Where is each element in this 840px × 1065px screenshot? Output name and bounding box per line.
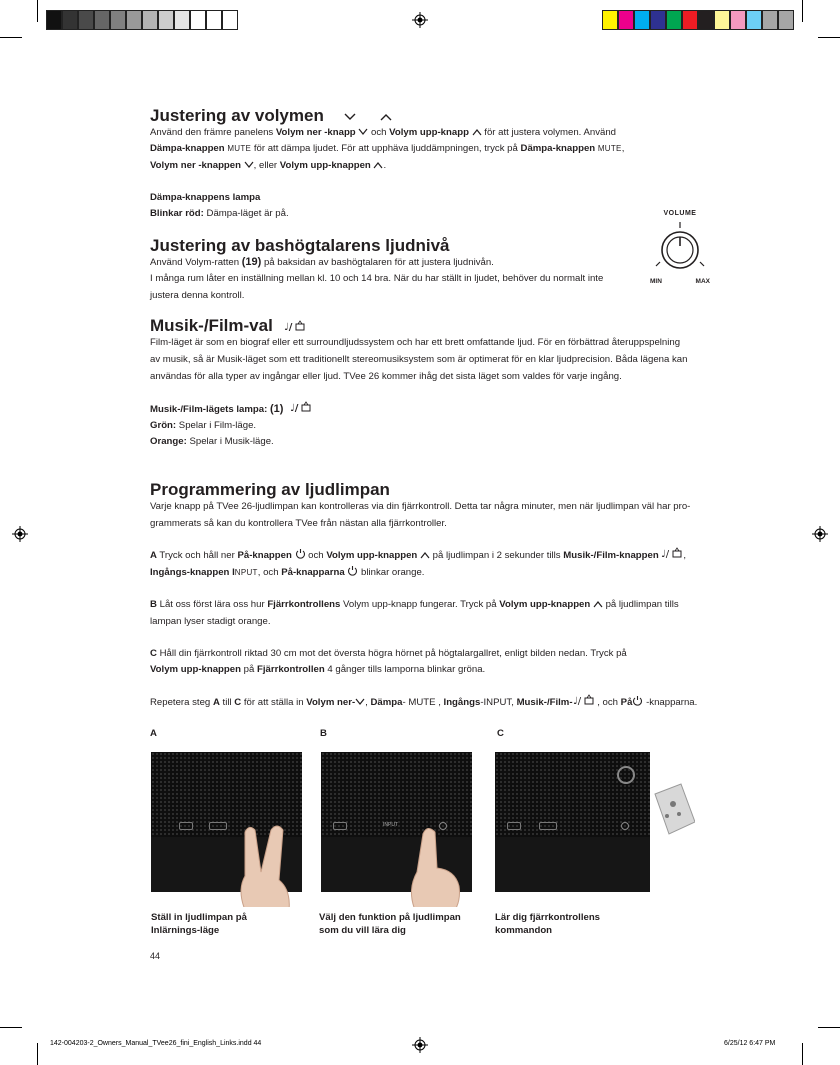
text: - MUTE ,: [402, 697, 444, 708]
volume-knob-icon: [650, 220, 710, 276]
chevron-up-icon: [472, 128, 482, 136]
input-label: INPUT: [383, 822, 398, 828]
text: Musik-/Film-knappen: [563, 550, 662, 561]
paragraph: av musik, så är Musik-läget som ett traditionellt stereomusiksystem som är optimerat för en klar ljudprecision. Båda lägena kan: [150, 354, 688, 365]
chevron-up-icon: [379, 112, 393, 122]
photo-soundbar-two-fingers: [151, 752, 302, 907]
text: Använd Volym-ratten: [150, 257, 242, 268]
text: Håll din fjärrkontroll riktad 30 cm mot det översta högra hörnet på högtalargallret, enligt bilden nedan. Tryck på: [156, 648, 627, 659]
swatch: [682, 10, 698, 30]
text: blinkar orange.: [358, 567, 425, 578]
swatch: [110, 10, 126, 30]
swatch: [206, 10, 222, 30]
paragraph: [150, 157, 386, 175]
text: och: [368, 127, 390, 138]
caption-line: Ställ in ljudlimpan på: [151, 912, 247, 923]
section-title-music-movie: [150, 316, 306, 336]
swatch: [190, 10, 206, 30]
text: Volym upp-knappen: [279, 160, 371, 171]
control-strip: [495, 837, 650, 892]
registration-mark-icon: [412, 12, 428, 28]
swatch: [698, 10, 714, 30]
text: till: [219, 697, 235, 708]
power-icon: [295, 548, 306, 559]
swatch: [78, 10, 94, 30]
text: Volym upp-knappen: [150, 664, 241, 675]
text: Låt oss först lära oss hur: [156, 599, 268, 610]
text: C: [234, 697, 242, 708]
section-title-subwoofer: Justering av bashögtalarens ljudnivå: [150, 236, 450, 255]
caption-line: kommandon: [495, 925, 553, 936]
power-icon: [632, 695, 643, 706]
crop-mark: [37, 1043, 38, 1065]
text: Dämpa: [370, 697, 403, 708]
text: Volym ner-: [306, 697, 356, 708]
text: Grön:: [150, 420, 177, 431]
text: -INPUT,: [480, 697, 517, 708]
knob-min-label: MIN: [650, 278, 662, 285]
text: Musik-/Film-lägets lampa:: [150, 404, 270, 415]
slug-timestamp: 6/25/12 6:47 PM: [724, 1040, 776, 1047]
step-a-cont: [150, 564, 424, 582]
text: och: [305, 550, 327, 561]
step-c-cont: [150, 661, 485, 679]
mute-label: MUTE: [597, 144, 622, 153]
knob-volume-label: VOLUME: [663, 210, 697, 217]
swatch: [618, 10, 634, 30]
swatch: [634, 10, 650, 30]
text: , och: [257, 567, 282, 578]
svg-text:♩/: ♩/: [661, 549, 670, 559]
power-icon: [347, 565, 358, 576]
text: B: [150, 599, 157, 610]
swatch: [746, 10, 762, 30]
paragraph: justera denna kontroll.: [150, 290, 245, 301]
slug-filename: 142-004203-2_Owners_Manual_TVee26_fini_English_Links.indd 44: [50, 1040, 262, 1047]
text: 4 gånger tills lamporna blinkar gröna.: [324, 664, 486, 675]
text: Volym ner -knappen: [150, 160, 244, 171]
chevron-down-icon: [358, 128, 368, 136]
ir-sensor-target: [617, 766, 635, 784]
crop-mark: [802, 0, 803, 22]
chevron-up-icon: [373, 161, 383, 169]
title-text: Justering av volymen: [150, 106, 324, 125]
figure-label-b: B: [320, 728, 327, 739]
title-text: Musik-/Film-val: [150, 316, 273, 335]
text: Volym upp-knapp: [389, 127, 469, 138]
paragraph: [150, 140, 624, 158]
text: för att dämpa ljudet. För att upphäva ljuddämpningen, tryck på: [251, 143, 521, 154]
button-mark: [539, 822, 557, 830]
text: -knapparna.: [643, 697, 698, 708]
caption-a: [151, 911, 247, 937]
text: för att justera volymen. Använd: [481, 127, 616, 138]
chevron-down-icon: [343, 112, 357, 122]
text: Repetera steg: [150, 697, 213, 708]
page-number: 44: [150, 951, 161, 961]
music-movie-icon: [284, 320, 306, 332]
text: Fjärrkontrollens: [267, 599, 341, 610]
text: På-knapparna: [281, 567, 348, 578]
button-mark: [507, 822, 521, 830]
swatch: [650, 10, 666, 30]
swatch: [762, 10, 778, 30]
step-b: [150, 596, 679, 614]
remote-control-icon: [651, 782, 695, 838]
chevron-up-icon: [420, 551, 430, 559]
text: (19): [241, 256, 262, 268]
svg-text:♩/: ♩/: [283, 322, 292, 332]
knob-max-label: MAX: [695, 278, 710, 285]
mute-label: MUTE: [227, 144, 252, 153]
text: Orange:: [150, 436, 187, 447]
mute-lamp-status: [150, 205, 289, 223]
text: Ingångs: [443, 697, 481, 708]
swatch: [158, 10, 174, 30]
registration-mark-icon: [812, 526, 828, 542]
text: (1): [269, 403, 284, 415]
power-button-mark: [621, 822, 629, 830]
input-label: NPUT: [234, 568, 258, 577]
text: ,: [365, 697, 371, 708]
button-mark: [209, 822, 227, 830]
text: , eller: [253, 160, 280, 171]
swatch: [666, 10, 682, 30]
registration-mark-icon: [12, 526, 28, 542]
text: På: [620, 697, 633, 708]
section-title-programming: Programmering av ljudlimpan: [150, 480, 390, 499]
repeat-instruction: [150, 694, 697, 712]
swatch: [602, 10, 618, 30]
text: Fjärrkontrollen: [256, 664, 325, 675]
text: A: [150, 550, 157, 561]
crop-mark: [818, 37, 840, 38]
text: på: [240, 664, 257, 675]
caption-line: Inlärnings-läge: [151, 925, 220, 936]
swatch: [126, 10, 142, 30]
swatch: [730, 10, 746, 30]
figure-label-a: A: [150, 728, 157, 739]
text: Volym upp-knappen: [326, 550, 420, 561]
crop-mark: [0, 37, 22, 38]
text: , och: [594, 697, 621, 708]
text: på baksidan av bashögtalaren för att justera ljudnivån.: [261, 257, 494, 268]
paragraph: användas för alla typer av ingångar eller ljud. TVee 26 kommer ihåg det sista läget som valdes för varje ingång.: [150, 371, 622, 382]
music-movie-icon: [290, 401, 312, 413]
music-movie-lamp-heading: [150, 401, 312, 415]
text: för att ställa in: [241, 697, 307, 708]
photo-soundbar-one-finger: [321, 752, 472, 907]
caption-c: [495, 911, 600, 937]
text: ,: [683, 550, 687, 561]
button-mark: [333, 822, 347, 830]
text: Volym upp-knapp fungerar. Tryck på: [340, 599, 500, 610]
swatch: [94, 10, 110, 30]
chevron-up-icon: [593, 600, 603, 608]
text: Ingångs-knappen I: [150, 567, 235, 578]
chevron-down-icon: [244, 161, 254, 169]
paragraph: Varje knapp på TVee 26-ljudlimpan kan kontrolleras via din fjärrkontroll. Detta tar några minuter, men när ljudlimpan väl har pro-: [150, 501, 691, 512]
text: Spelar i Film-läge.: [176, 420, 257, 431]
photo-soundbar-remote: [495, 752, 695, 907]
hand-one-finger-icon: [403, 820, 472, 907]
paragraph: Film-läget är som en biograf eller ett surroundljudssystem och har ett brett omfattande ljud. För en förbättrad återuppspelning: [150, 337, 681, 348]
music-movie-icon: [661, 547, 683, 559]
caption-line: som du vill lära dig: [319, 925, 406, 936]
caption-line: Välj den funktion på ljudlimpan: [319, 912, 461, 923]
music-movie-icon: [573, 694, 595, 706]
text: Blinkar röd:: [150, 208, 204, 219]
text: C: [150, 648, 157, 659]
text: Volym ner -knapp: [275, 127, 356, 138]
caption-line: Lär dig fjärrkontrollens: [495, 912, 601, 923]
mute-lamp-heading: Dämpa-knappens lampa: [150, 192, 261, 203]
paragraph: grammerats så kan du kontrollera TVee från nästan alla fjärrkontroller.: [150, 518, 447, 529]
paragraph: I många rum låter en inställning mellan kl. 10 och 14 bra. När du har ställt in ljudet, behöver du normalt inte: [150, 273, 604, 284]
volume-knob-diagram: [650, 208, 710, 290]
text: På-knappen: [237, 550, 295, 561]
svg-text:♩/: ♩/: [290, 403, 299, 413]
hand-two-fingers-icon: [231, 820, 301, 907]
text: Musik-/Film-: [516, 697, 573, 708]
swatch: [142, 10, 158, 30]
caption-b: [319, 911, 461, 937]
swatch: [778, 10, 794, 30]
crop-mark: [37, 0, 38, 22]
step-b-cont: lampan lyser stadigt orange.: [150, 616, 271, 627]
lamp-orange-status: [150, 433, 274, 451]
text: Spelar i Musik-läge.: [186, 436, 274, 447]
swatch: [46, 10, 62, 30]
text: Dämpa-läget är på.: [203, 208, 289, 219]
text: A: [212, 697, 220, 708]
text: Tryck och håll ner: [156, 550, 238, 561]
swatch: [62, 10, 78, 30]
crop-mark: [0, 1027, 22, 1028]
chevron-down-icon: [355, 698, 365, 706]
swatch: [174, 10, 190, 30]
crop-mark: [818, 1027, 840, 1028]
swatch: [714, 10, 730, 30]
text: .: [383, 160, 387, 171]
text: Dämpa-knappen: [150, 143, 228, 154]
swatch: [222, 10, 238, 30]
registration-mark-icon: [412, 1037, 428, 1053]
section-title-volume: [150, 106, 393, 126]
text: på ljudlimpan tills: [602, 599, 679, 610]
button-mark: [179, 822, 193, 830]
text: Använd den främre panelens: [150, 127, 276, 138]
text: Dämpa-knappen: [520, 143, 598, 154]
svg-text:♩/: ♩/: [572, 696, 581, 706]
text: Volym upp-knappen: [499, 599, 593, 610]
figure-label-c: C: [497, 728, 504, 739]
step-a: [150, 547, 686, 565]
crop-mark: [802, 1043, 803, 1065]
text: på ljudlimpan i 2 sekunder tills: [429, 550, 564, 561]
text: ,: [621, 143, 625, 154]
